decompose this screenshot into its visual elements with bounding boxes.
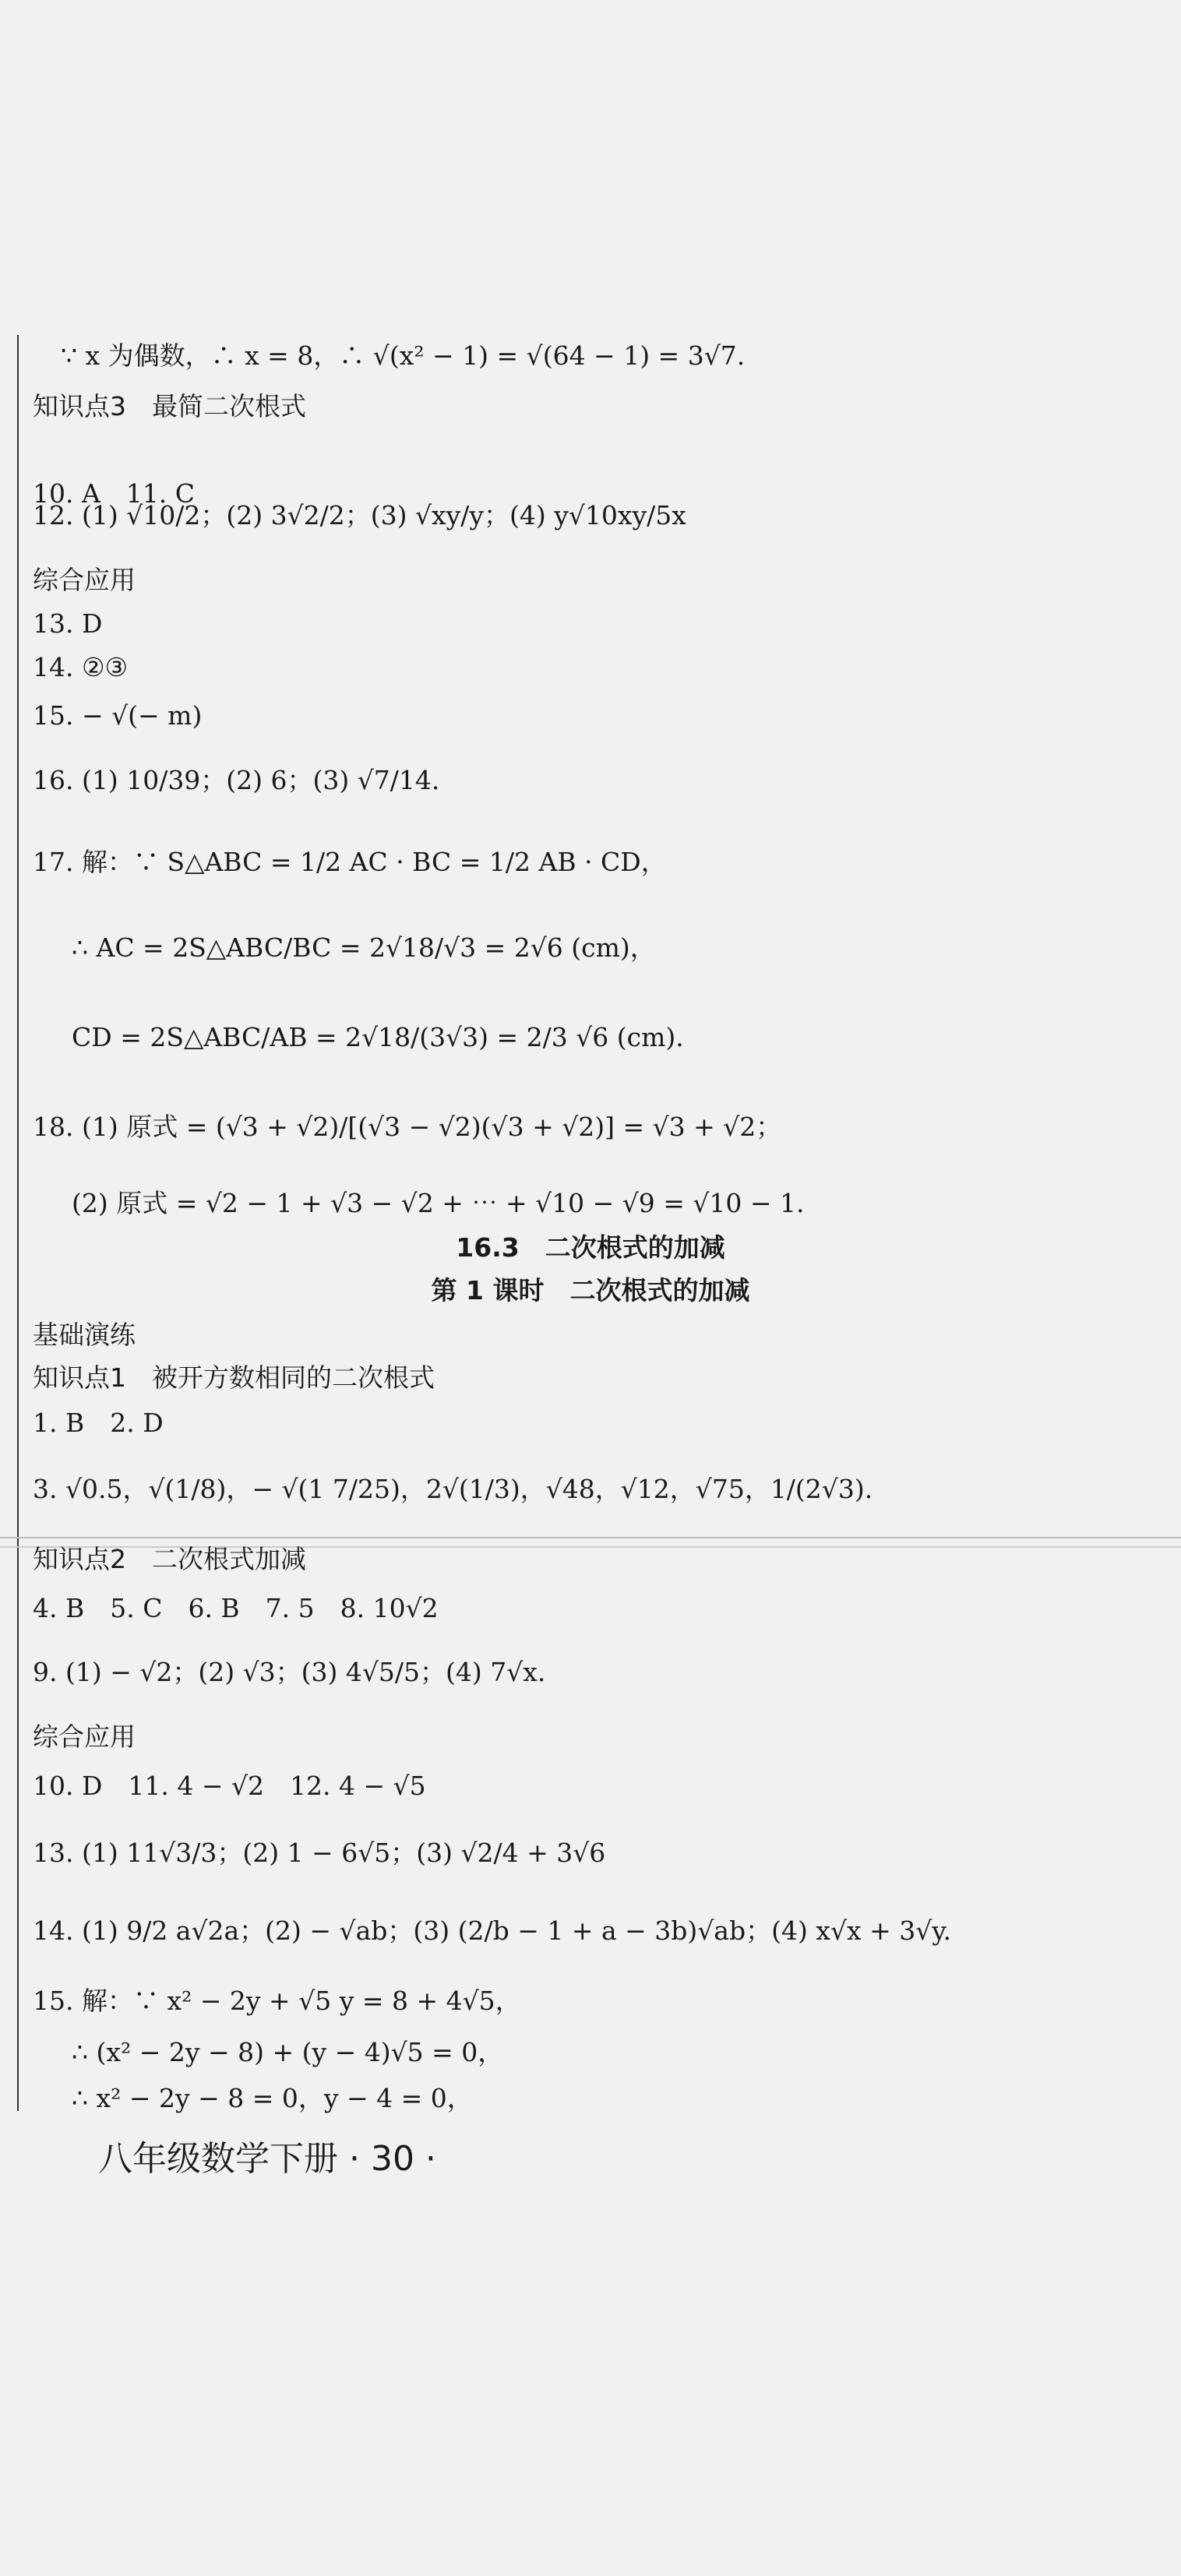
page-crease	[0, 1537, 1181, 1538]
answer-line: 4. B 5. C 6. B 7. 5 8. 10√2	[33, 1593, 439, 1623]
answer-line: 1. B 2. D	[33, 1408, 164, 1438]
page-footer: 八年级数学下册 · 30 ·	[98, 2139, 436, 2179]
answer-line: 10. D 11. 4 − √2 12. 4 − √5	[33, 1771, 426, 1801]
section-heading: 基础演练	[33, 1320, 136, 1350]
lesson-title: 第 1 课时 二次根式的加减	[431, 1275, 750, 1306]
answer-line: 10. A 11. C	[33, 478, 196, 509]
chapter-title: 16.3 二次根式的加减	[456, 1232, 725, 1263]
answer-line: 9. (1) − √2；(2) √3；(3) 4√5/5；(4) 7√x.	[33, 1657, 546, 1687]
section-heading: 知识点2 二次根式加减	[33, 1544, 306, 1574]
answer-line: 3. √0.5，√(1/8)，− √(1 7/25)，2√(1/3)，√48，√12，√75，1/(2√3).	[33, 1474, 873, 1504]
text-line: ∵ x 为偶数，∴ x = 8，∴ √(x² − 1) = √(64 − 1) = 3√7.	[61, 340, 746, 371]
answer-line: 13. D	[33, 608, 103, 639]
answer-line: 12. (1) √10/2；(2) 3√2/2；(3) √xy/y；(4) y√10xy/5x	[33, 500, 686, 530]
section-heading: 知识点1 被开方数相同的二次根式	[33, 1362, 435, 1393]
answer-line: ∴ x² − 2y − 8 = 0，y − 4 = 0，	[72, 2083, 473, 2113]
answer-line: 17. 解：∵ S△ABC = 1/2 AC · BC = 1/2 AB · CD，	[33, 847, 667, 877]
answer-line: 15. 解：∵ x² − 2y + √5 y = 8 + 4√5，	[33, 1986, 521, 2016]
answer-line: 15. − √(− m)	[33, 700, 203, 731]
answer-line: 18. (1) 原式 = (√3 + √2)/[(√3 − √2)(√3 + √2)] = √3 + √2；	[33, 1112, 782, 1142]
answer-line: 14. (1) 9/2 a√2a；(2) − √ab；(3) (2/b − 1 + a − 3b)√ab；(4) x√x + 3√y.	[33, 1915, 951, 1946]
margin-rule	[17, 335, 19, 2111]
answer-line: ∴ AC = 2S△ABC/BC = 2√18/√3 = 2√6 (cm)，	[72, 932, 656, 963]
answer-line: 14. ②③	[33, 652, 129, 682]
section-heading: 知识点3 最简二次根式	[33, 391, 306, 421]
answer-line: (2) 原式 = √2 − 1 + √3 − √2 + ⋯ + √10 − √9 = √10 − 1.	[72, 1188, 805, 1218]
answer-line: CD = 2S△ABC/AB = 2√18/(3√3) = 2/3 √6 (cm).	[72, 1022, 684, 1052]
answer-line: ∴ (x² − 2y − 8) + (y − 4)√5 = 0，	[72, 2037, 504, 2067]
answer-line: 13. (1) 11√3/3；(2) 1 − 6√5；(3) √2/4 + 3√6	[33, 1838, 606, 1868]
answer-line: 16. (1) 10/39；(2) 6；(3) √7/14.	[33, 765, 440, 795]
section-heading: 综合应用	[33, 565, 136, 595]
section-heading: 综合应用	[33, 1721, 136, 1752]
